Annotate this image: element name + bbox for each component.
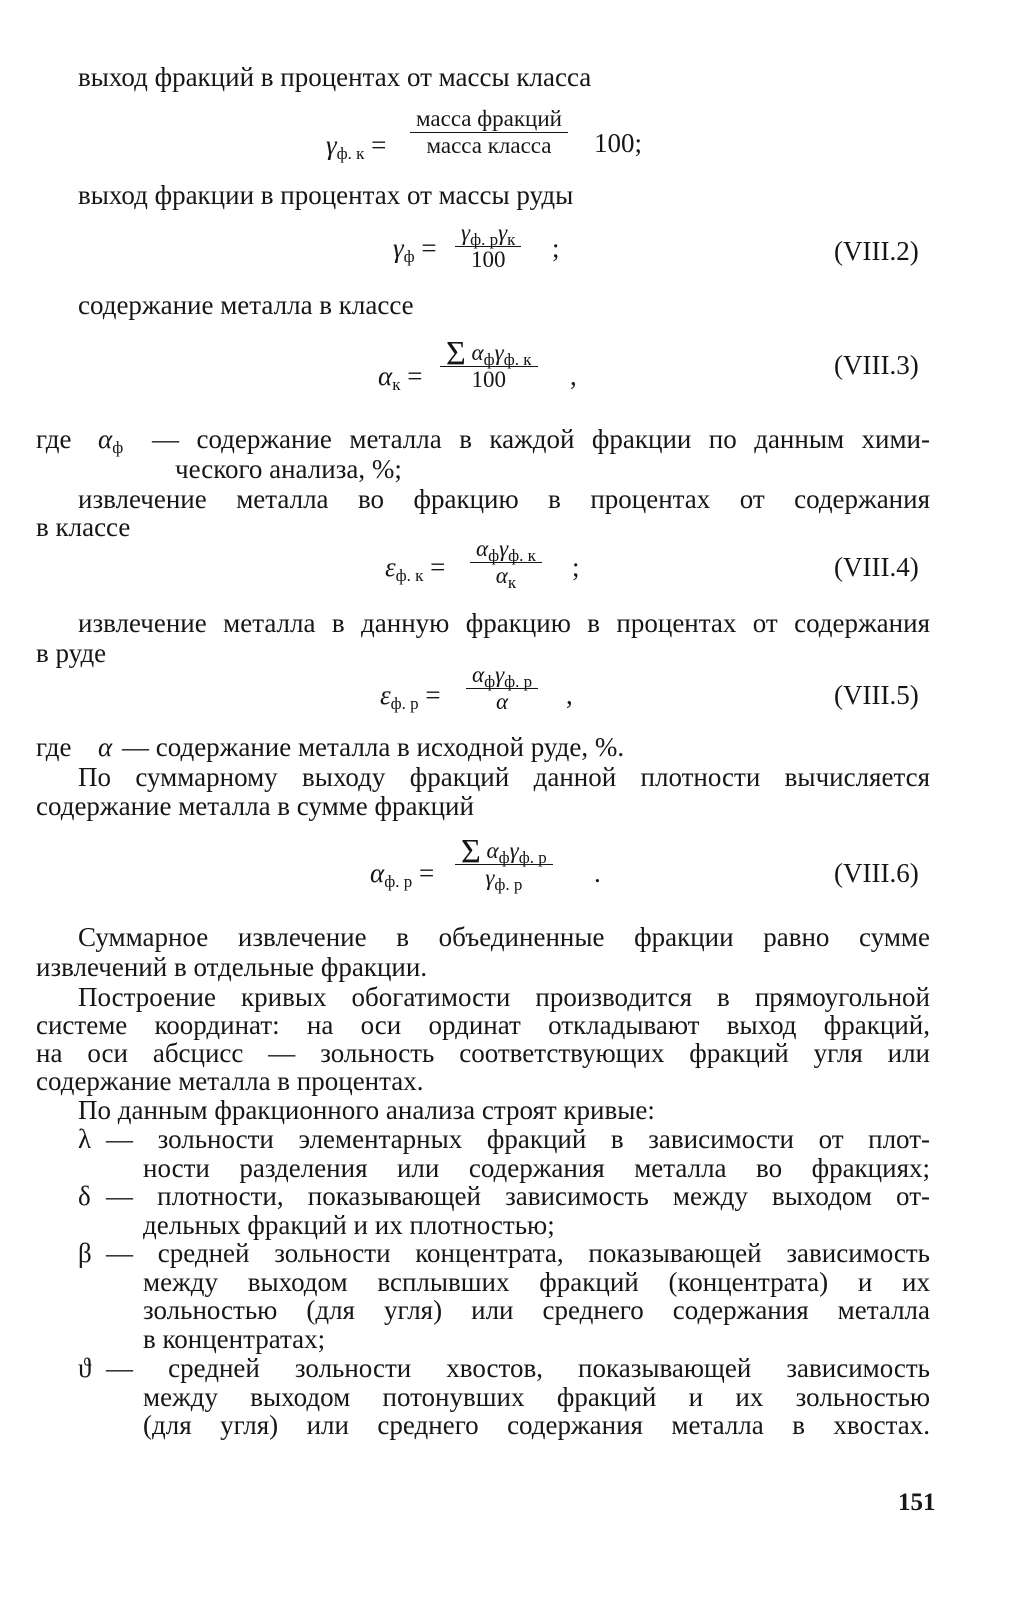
symbol-alpha-f: $\alpha_ф$ xyxy=(98,424,124,457)
list-line: в концентратах; xyxy=(143,1324,326,1354)
list-line: — плотности, показывающей зависимость между выходом от- xyxy=(106,1181,930,1211)
eq6-tail: . xyxy=(594,858,601,888)
eq4-label: (VIII.4) xyxy=(834,552,919,582)
eq2-fraction xyxy=(455,220,521,273)
list-line: — средней зольности концентрата, показывающей зависимость xyxy=(106,1238,930,1268)
text-line: содержание металла в сумме фракций xyxy=(36,791,474,821)
text-line: извлечение металла во фракцию в процентах от содержания xyxy=(78,484,930,514)
eq1-denominator: масса класса xyxy=(410,132,568,159)
eq4-fraction xyxy=(470,536,542,592)
eq1-fraction xyxy=(410,106,568,159)
page-number: 151 xyxy=(898,1489,936,1516)
eq3-numerator: Σ $\alpha_ф\gamma_{ф. к}$ xyxy=(446,335,532,372)
list-symbol: δ xyxy=(78,1181,91,1211)
text-line: Суммарное извлечение в объединенные фракции равно сумме xyxy=(78,922,930,952)
eq6-lhs: $\alpha_{ф. р}$ = xyxy=(370,858,435,891)
definition-text: — содержание металла в исходной руде, %. xyxy=(122,732,625,762)
text-line: в классе xyxy=(36,512,131,542)
where-label: где xyxy=(36,732,72,762)
eq1-tail: 100; xyxy=(594,128,643,158)
where-label: где xyxy=(36,424,72,454)
text-line: извлечение металла в данную фракцию в процентах от содержания xyxy=(78,608,930,638)
list-line: между выходом всплывших фракций (концентрата) и их xyxy=(143,1267,930,1297)
eq3-lhs: $\alpha_к$ = xyxy=(378,361,423,394)
definition-text: — содержание металла в каждой фракции по данным хими- xyxy=(152,424,930,454)
eq5-lhs: $\varepsilon_{ф. р}$ = xyxy=(380,680,441,713)
list-symbol: β xyxy=(78,1238,92,1268)
eq3-fraction xyxy=(440,335,538,393)
eq5-numerator: $\alpha_ф\gamma_{ф. р}$ xyxy=(472,662,533,691)
eq2-denominator: 100 xyxy=(455,246,521,273)
list-line: (для угля) или среднего содержания металла в хвостах. xyxy=(143,1410,930,1440)
eq2-numerator: $\gamma_{ф. р}\gamma_к$ xyxy=(461,220,516,249)
text-line: извлечений в отдельные фракции. xyxy=(36,952,428,982)
list-symbol: λ xyxy=(78,1124,92,1154)
definition-text-cont: ческого анализа, %; xyxy=(175,454,402,484)
eq6-numerator: Σ $\alpha_ф\gamma_{ф. р}$ xyxy=(461,833,547,870)
text-line: содержание металла в классе xyxy=(78,290,414,320)
text-line: в руде xyxy=(36,638,107,668)
text-line: системе координат: на оси ординат откладывают выход фракций, xyxy=(36,1010,930,1040)
eq1-numerator: масса фракций xyxy=(416,106,562,131)
symbol-alpha: α xyxy=(98,732,113,762)
eq3-label: (VIII.3) xyxy=(834,350,919,380)
list-line: ности разделения или содержания металла во фракциях; xyxy=(143,1153,930,1183)
text-line: выход фракции в процентах от массы руды xyxy=(78,180,574,210)
list-line: зольностью (для угля) или среднего содержания металла xyxy=(143,1295,930,1325)
eq6-label: (VIII.6) xyxy=(834,858,919,888)
eq4-lhs: $\varepsilon_{ф. к}$ = xyxy=(385,552,446,585)
text-line: По суммарному выходу фракций данной плотности вычисляется xyxy=(78,762,930,792)
eq6-denominator: $\gamma_{ф. р}$ xyxy=(455,864,553,891)
eq4-numerator: $\alpha_ф\gamma_{ф. к}$ xyxy=(476,536,536,565)
text-line: содержание металла в процентах. xyxy=(36,1066,424,1096)
text-line: Построение кривых обогатимости производится в прямоугольной xyxy=(78,982,930,1012)
list-symbol: ϑ xyxy=(78,1353,92,1383)
text-line: выход фракций в процентах от массы класса xyxy=(78,62,592,92)
list-line: между выходом потонувших фракций и их зольностью xyxy=(143,1382,930,1412)
eq4-denominator: $\alpha_к$ xyxy=(470,562,542,589)
eq2-label: (VIII.2) xyxy=(834,236,919,266)
eq5-tail: , xyxy=(566,680,573,710)
eq3-tail: , xyxy=(570,361,577,391)
list-line: — зольности элементарных фракций в зависимости от плот- xyxy=(106,1124,930,1154)
list-line: — средней зольности хвостов, показывающей зависимость xyxy=(106,1353,930,1383)
eq5-label: (VIII.5) xyxy=(834,680,919,710)
text-line: на оси абсцисс — зольность соответствующих фракций угля или xyxy=(36,1038,930,1068)
eq1-lhs: $\gamma_{ф. к}$ = xyxy=(326,130,387,163)
eq2-lhs: $\gamma_ф$ = xyxy=(393,233,437,266)
eq6-fraction xyxy=(455,833,553,894)
eq5-denominator: α xyxy=(466,688,538,715)
eq3-denominator: 100 xyxy=(440,366,538,393)
eq5-fraction xyxy=(466,662,538,715)
eq2-tail: ; xyxy=(552,233,560,263)
text-line: По данным фракционного анализа строят кривые: xyxy=(78,1095,655,1125)
eq4-tail: ; xyxy=(572,552,580,582)
list-line: дельных фракций и их плотностью; xyxy=(143,1210,555,1240)
